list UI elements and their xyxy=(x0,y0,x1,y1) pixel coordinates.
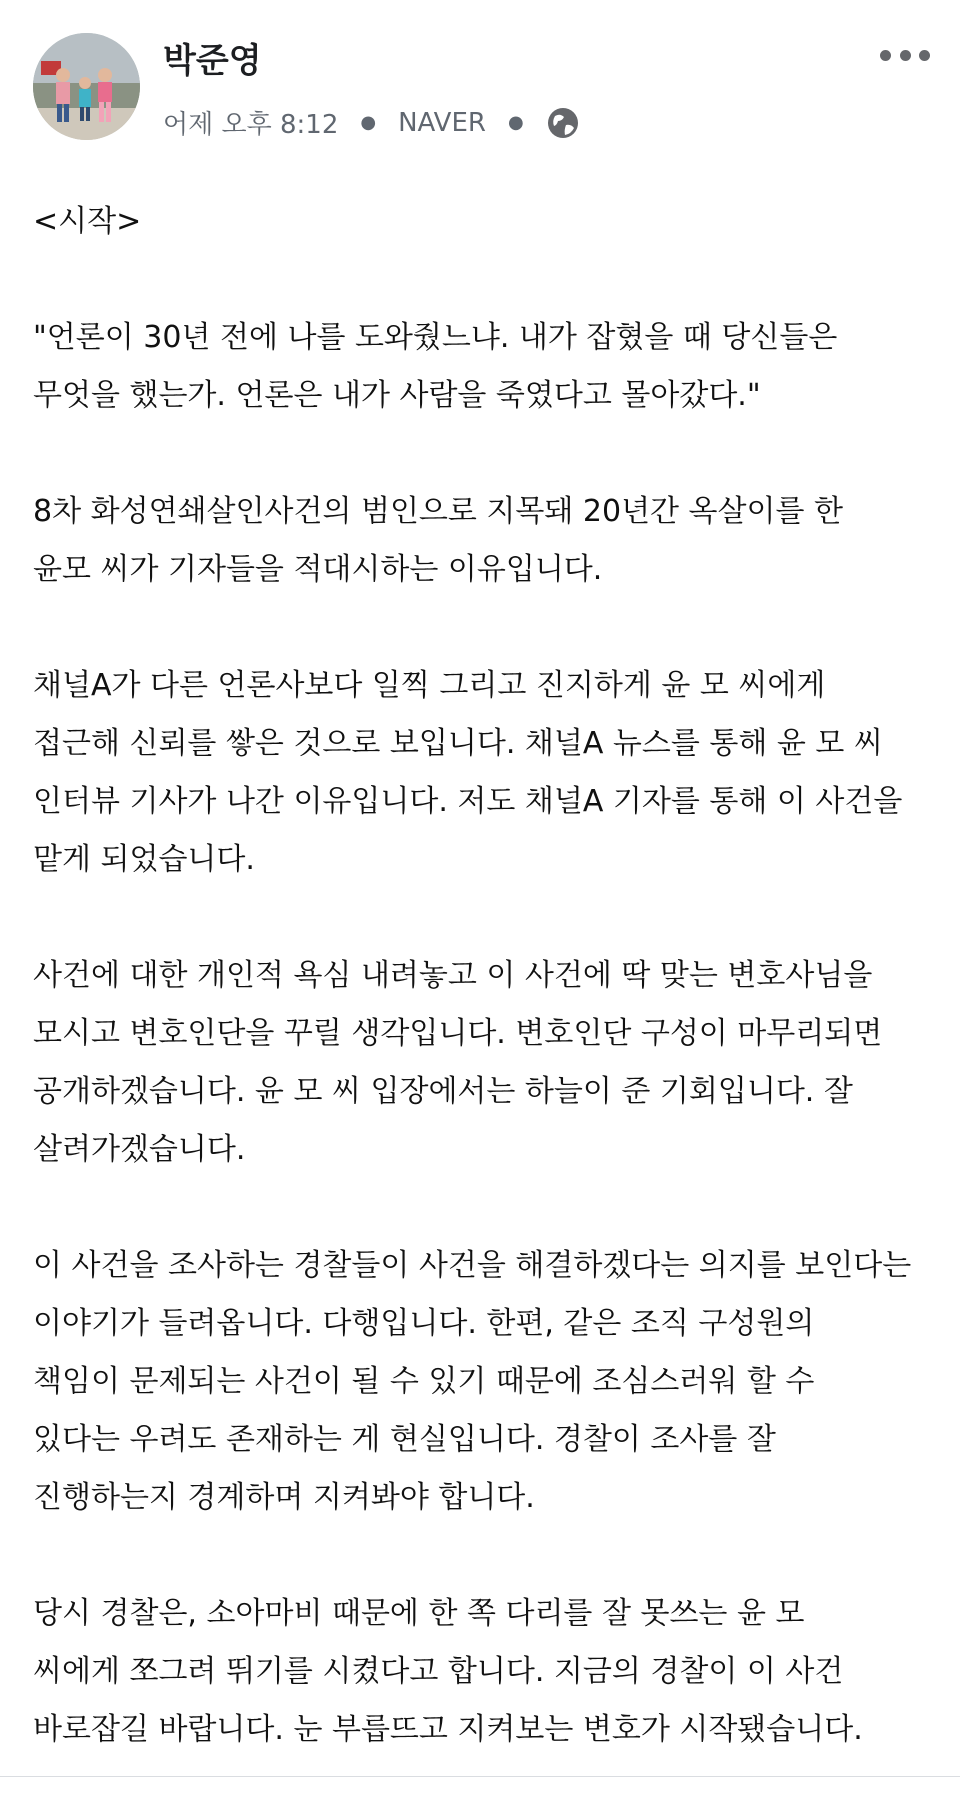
globe-icon[interactable] xyxy=(546,106,580,140)
separator-dot-icon: ● xyxy=(360,112,377,133)
more-icon xyxy=(880,50,891,61)
author-name[interactable]: 박준영 xyxy=(163,41,262,81)
post-paragraph: 사건에 대한 개인적 욕심 내려놓고 이 사건에 딱 맞는 변호사님을 모시고 변호인단을 꾸릴 생각입니다. 변호인단 구성이 마무리되면 공개하겠습니다. 윤 모 씨 입장에서는 하늘이 준 기회입니다. 잘 살려가겠습니다. xyxy=(33,958,883,1167)
post-meta xyxy=(163,104,580,141)
post-body xyxy=(33,193,953,1759)
post-time[interactable]: 어제 오후 8:12 xyxy=(163,110,339,140)
post-paragraph: 8차 화성연쇄살인사건의 범인으로 지목돼 20년간 옥살이를 한 윤모 씨가 기자들을 적대시하는 이유입니다. xyxy=(33,494,843,587)
post-paragraph: "언론이 30년 전에 나를 도와줬느냐. 내가 잡혔을 때 당신들은 무엇을 했는가. 언론은 내가 사람을 죽였다고 몰아갔다." xyxy=(33,320,838,413)
post-paragraph: <시작> xyxy=(33,204,142,239)
avatar[interactable] xyxy=(33,33,140,140)
more-options-button[interactable] xyxy=(880,40,930,70)
post-header xyxy=(0,0,960,170)
avatar-photo xyxy=(33,33,140,140)
post-source[interactable]: NAVER xyxy=(398,107,486,138)
separator-dot-icon: ● xyxy=(507,112,524,133)
post-paragraph: 당시 경찰은, 소아마비 때문에 한 쪽 다리를 잘 못쓰는 윤 모 씨에게 쪼그려 뛰기를 시켰다고 합니다. 지금의 경찰이 이 사건 바로잡길 바랍니다. 눈 부릅뜨고 지켜보는 변호가 시작됐습니다. xyxy=(33,1596,863,1747)
divider xyxy=(0,1776,960,1777)
post-paragraph: 이 사건을 조사하는 경찰들이 사건을 해결하겠다는 의지를 보인다는 이야기가 들려옵니다. 다행입니다. 한편, 같은 조직 구성원의 책임이 문제되는 사건이 될 수 있기 때문에 조심스러워 할 수 있다는 우려도 존재하는 게 현실입니다. 경찰이 조사를 잘 진행하는지 경계하며 지켜봐야 합니다. xyxy=(33,1248,912,1515)
post-paragraph: 채널A가 다른 언론사보다 일찍 그리고 진지하게 윤 모 씨에게 접근해 신뢰를 쌓은 것으로 보입니다. 채널A 뉴스를 통해 윤 모 씨 인터뷰 기사가 나간 이유입니다. 저도 채널A 기자를 통해 이 사건을 맡게 되었습니다. xyxy=(33,668,903,877)
